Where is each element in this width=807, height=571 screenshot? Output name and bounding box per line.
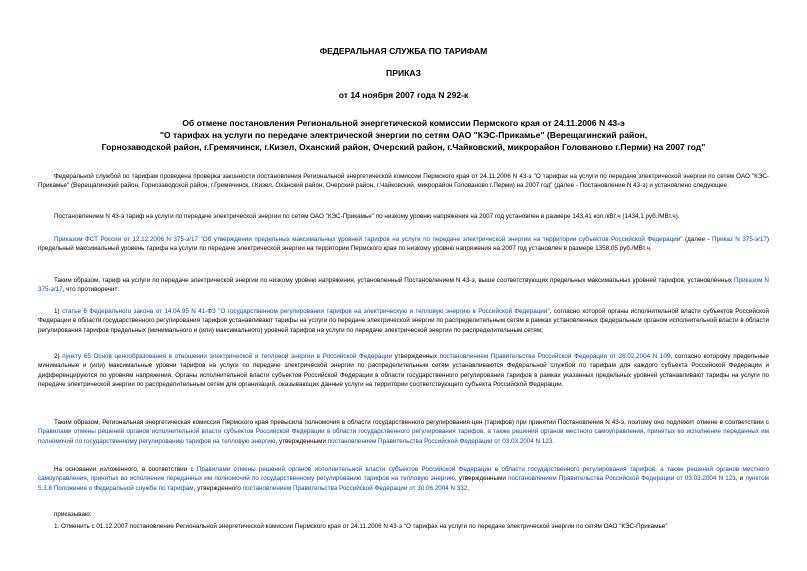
- document-title: [0, 117, 807, 153]
- link-postanovlenie-109[interactable]: постановлением Правительства Российской Федерации от 26.02.2004 N 109: [439, 353, 671, 360]
- paragraph-7: Таким образом, Региональная энергетическая комиссия Пермского края превысила полномочия в области государственного регулирования цен (тарифов) при принятии Постановления N 43-э, поэтому оно подлежит отмене в соответствии с Правилами отмены решений органов исполнительной власти субъектов Российской Федерации в области государственного регулирования тарифов, а также решений органов местного самоуправления, принятых во исполнение переданных им полномочий по государственному регулированию тарифов на тепловую энергию, утвержденными постановлением Правительства Российской Федерации от 03.03.2004 N 123.: [38, 419, 769, 445]
- link-postanovlenie-123[interactable]: постановлением Правительства Российской Федерации от 03.03.2004 N 123: [327, 437, 553, 445]
- paragraph-2: Постановлением N 43-э тариф на услуги по передаче электрической энергии по сетям ОАО "КЭС-Прикамье" по низкому уровню напряжения на 2007 год установлен в размере 143,41 коп./кВт.ч (1434,1 руб./МВт.ч).: [54, 213, 680, 220]
- paragraph-9: приказываю:: [54, 511, 92, 518]
- link-osnovy-cenoobrazovaniya[interactable]: пункту 65 Основ ценообразования в отношении электрической и тепловой энергии в Российской Федерации: [62, 353, 392, 360]
- title-line-1: Об отмене постановления Региональной энергетической комиссии Пермского края от 24.11.2006 N 43-э: [182, 118, 625, 128]
- link-law-41fz[interactable]: статье 6 Федерального закона от 14.04.95 N 41-ФЗ "О государственном регулировании тарифов на электрическую и тепловую энергию в Российской Федерации": [62, 308, 550, 315]
- title-line-3: Горнозаводской район, г.Гремячинск, г.Кизел, Оханский район, Очерский район, г.Чайковский, микрорайон Голованово г.Перми) на 2007 год": [101, 142, 706, 152]
- paragraph-3: Приказом ФСТ России от 12.12.2006 N 375-э/17 "Об утверждении предельных максимальных уровней тарифов на услуги по передаче электрической энергии на территории субъектов Российской Федерации" (далее - Приказ N 375-э/17) предельный максимальный уровень тарифа на услуги по передаче электрической энергии на территории Пермского края по низкому уровню напряжения на 2007 год установлен в размере 1358,05 руб./МВт.ч.: [38, 236, 769, 253]
- paragraph-6: 2) пункту 65 Основ ценообразования в отношении электрической и тепловой энергии в Российской Федерации утвержденных постановлением Правительства Российской Федерации от 26.02.2004 N 109, согласно которому предельные минимальные и (или) максимальные уровни тарифов на услуги по передаче электрической энергии по распределительным сетям устанавливаются Федеральной службой по тарифам для каждого субъекта Российской Федерации и дифференцируются по уровням напряжения. Органы исполнительной власти субъектов Российской Федерации в области государственного регулирования тарифов в рамках указанных предельных уровней устанавливают тарифы на услуги по передаче электрической энергии по распределительным сетям для организаций, оказывающих данные услуги на территории соответствующего субъекта Российской Федерации.: [38, 353, 769, 389]
- link-prikaz-fst[interactable]: Приказом ФСТ России от 12.12.2006 N 375-э/17 "Об утверждении предельных максимальных уровней тарифов на услуги по передаче электрической энергии на территории субъектов Российской Федерации": [54, 236, 683, 243]
- link-prikaz-375-2[interactable]: Приказом N 375-э/17: [38, 277, 769, 294]
- link-prikaz-375[interactable]: Приказ N 375-э/17: [712, 236, 767, 243]
- link-pravila-otmeny-2[interactable]: Правилами отмены решений органов исполнительной власти субъектов Российской Федерации в области государственного регулирования тарифов, а также решений органов местного самоуправления, принятых во исполнение переданных им полномочий по государственному регулированию тарифов на тепловую энергию: [38, 466, 770, 483]
- link-punkt-538[interactable]: пунктом 5.3.8 Положения о Федеральной службе по тарифам: [38, 475, 769, 492]
- doc-type-heading: ПРИКАЗ: [386, 68, 421, 78]
- link-postanovlenie-332[interactable]: постановлением Правительства Российской Федерации от 30.06.2004 N 332: [242, 484, 468, 492]
- link-postanovlenie-123-2[interactable]: постановлением Правительства Российской Федерации от 03.03.2004 N 123: [508, 475, 736, 483]
- paragraph-1: Федеральной службой по тарифам проведена проверка законности постановления Региональной энергетической комиссии Пермского края от 24.11.2006 N 43-э "О тарифах на услуги по передаче электрической энергии по сетям ОАО "КЭС-Прикамье" (Верещагинский район, Горнозаводской район, г.Гремячинск, г.Кизел, Оханский район, Очерский район, г.Чайковский, микрорайон Голованово г.Перми) на 2007 год" (далее - Постановление N 43-э) и установлено следующее.: [38, 173, 769, 190]
- link-pravila-otmeny[interactable]: Правилами отмены решений органов исполнительной власти субъектов Российской Федерации в области государственного регулирования тарифов, а также решений органов местного самоуправления, принятых во исполнение переданных им полномочий по государственному регулированию тарифов на тепловую энергию: [38, 428, 769, 445]
- title-line-2: "О тарифах на услуги по передаче электрической энергии по сетям ОАО "КЭС-Прикамье" (Верещагинский район,: [159, 130, 648, 140]
- doc-date-heading: от 14 ноября 2007 года N 292-к: [338, 90, 469, 100]
- paragraph-4: Таким образом, тариф на услуги по передаче электрической энергии по низкому уровню напряжения, установленный Постановлением N 43-э, выше соответствующих предельных максимальных уровней тарифов, установленных Приказом N 375-э/17, что противоречит:: [38, 277, 769, 294]
- paragraph-10: 1. Отменить с 01.12.2007 постановление Региональной энергетической комиссии Пермского края от 24.11.2006 N 43-э "О тарифах на услуги по передаче электрической энергии по сетям ОАО "КЭС-Прикамье": [54, 523, 668, 530]
- paragraph-5: 1) статье 6 Федерального закона от 14.04.95 N 41-ФЗ "О государственном регулировании тарифов на электрическую и тепловую энергию в Российской Федерации", согласно которой органы исполнительной власти субъектов Российской Федерации в области государственного регулирования тарифов устанавливают тарифы на услуги по передаче электрической энергии по распределительным сетям в рамках установленных федеральным органом исполнительной власти в области регулирования тарифов предельных (минимального и (или) максимального) уровней тарифов на услуги по передаче электрической энергии по распределительным сетям;: [38, 308, 770, 334]
- agency-heading: ФЕДЕРАЛЬНАЯ СЛУЖБА ПО ТАРИФАМ: [319, 46, 488, 56]
- paragraph-8: На основании изложенного, в соответствии с Правилами отмены решений органов исполнительной власти субъектов Российской Федерации в области государственного регулирования тарифов, а также решений органов местного самоуправления, принятых во исполнение переданных им полномочий по государственному регулированию тарифов на тепловую энергию, утвержденными постановлением Правительства Российской Федерации от 03.03.2004 N 123, и пунктом 5.3.8 Положения о Федеральной службе по тарифам, утвержденного постановлением Правительства Российской Федерации от 30.06.2004 N 332,: [38, 466, 770, 492]
